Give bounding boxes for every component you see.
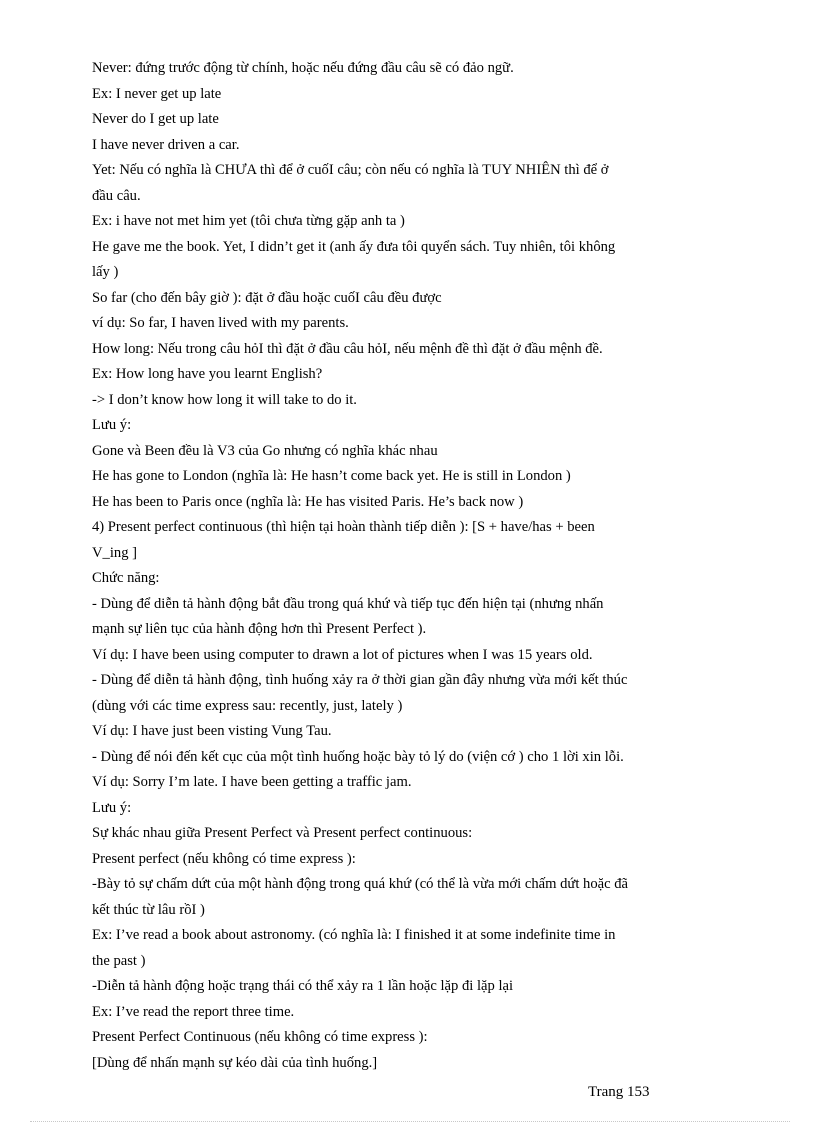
text-line: V_ing ] <box>92 544 137 561</box>
text-line: [Dùng để nhấn mạnh sự kéo dài của tình huống.] <box>92 1054 378 1071</box>
footer-divider <box>30 1121 790 1122</box>
text-line: the past ) <box>92 952 146 969</box>
text-line: kết thúc từ lâu rồI ) <box>92 901 205 918</box>
text-line: -Bày tỏ sự chấm dứt của một hành động trong quá khứ (có thể là vừa mới chấm dứt hoặc đã <box>92 876 629 892</box>
text-line: He has gone to London (nghĩa là: He hasn’t come back yet. He is still in London ) <box>92 468 571 484</box>
text-line: Never do I get up late <box>92 111 219 127</box>
text-line: Ex: i have not met him yet (tôi chưa từng gặp anh ta ) <box>92 213 405 229</box>
text-line: Present Perfect Continuous (nếu không có time express ): <box>92 1029 428 1045</box>
text-line: He gave me the book. Yet, I didn’t get it (anh ấy đưa tôi quyển sách. Tuy nhiên, tôi không <box>92 238 616 255</box>
text-line: Gone và Been đều là V3 của Go nhưng có nghĩa khác nhau <box>92 442 438 459</box>
document-body <box>92 56 692 1076</box>
text-line: -Diễn tả hành động hoặc trạng thái có thể xảy ra 1 lần hoặc lặp đi lặp lại <box>92 978 514 994</box>
text-line: - Dùng để nói đến kết cục của một tình huống hoặc bày tỏ lý do (viện cớ ) cho 1 lời xin lỗi. <box>92 748 624 765</box>
text-line: -> I don’t know how long it will take to do it. <box>92 391 357 408</box>
text-line: So far (cho đến bây giờ ): đặt ở đầu hoặc cuốI câu đều được <box>92 289 442 306</box>
text-line: Sự khác nhau giữa Present Perfect và Present perfect continuous: <box>92 825 473 841</box>
page-number: Trang 153 <box>588 1084 650 1100</box>
text-line: Ví dụ: Sorry I’m late. I have been getting a traffic jam. <box>92 774 412 790</box>
text-line: He has been to Paris once (nghĩa là: He has visited Paris. He’s back now ) <box>92 493 524 510</box>
text-line: Ex: How long have you learnt English? <box>92 366 323 382</box>
text-line: đầu câu. <box>92 187 141 204</box>
text-line: (dùng với các time express sau: recently, just, lately ) <box>92 697 403 714</box>
text-line: Ví dụ: I have just been visting Vung Tau. <box>92 723 332 739</box>
text-line: mạnh sự liên tục của hành động hơn thì Present Perfect ). <box>92 621 427 637</box>
text-line: Chức năng: <box>92 570 160 586</box>
text-line: Lưu ý: <box>92 417 132 433</box>
text-line: Present perfect (nếu không có time express ): <box>92 850 356 867</box>
text-line: 4) Present perfect continuous (thì hiện tại hoàn thành tiếp diễn ): [S + have/has + been <box>92 519 595 535</box>
text-line: How long: Nếu trong câu hỏI thì đặt ở đầu câu hỏI, nếu mệnh đề thì đặt ở đầu mệnh đề. <box>92 340 603 357</box>
text-line: lấy ) <box>92 264 119 280</box>
text-line: I have never driven a car. <box>92 136 240 153</box>
text-line: Lưu ý: <box>92 799 132 816</box>
text-line: Yet: Nếu có nghĩa là CHƯA thì để ở cuốI câu; còn nếu có nghĩa là TUY NHIÊN thì để ở <box>92 162 609 178</box>
text-line: Never: đứng trước động từ chính, hoặc nếu đứng đầu câu sẽ có đảo ngữ. <box>92 60 514 76</box>
text-line: Ex: I’ve read a book about astronomy. (có nghĩa là: I finished it at some indefinite time in <box>92 927 616 943</box>
text-line: Ví dụ: I have been using computer to drawn a lot of pictures when I was 15 years old. <box>92 646 593 663</box>
text-line: Ex: I never get up late <box>92 85 222 102</box>
text-line: - Dùng để diễn tả hành động bắt đầu trong quá khứ và tiếp tục đến hiện tại (nhưng nhấn <box>92 595 604 612</box>
text-line: ví dụ: So far, I haven lived with my parents. <box>92 315 349 331</box>
text-line: - Dùng để diễn tả hành động, tình huống xảy ra ở thời gian gần đây nhưng vừa mới kết thúc <box>92 672 628 688</box>
text-line: Ex: I’ve read the report three time. <box>92 1003 295 1020</box>
